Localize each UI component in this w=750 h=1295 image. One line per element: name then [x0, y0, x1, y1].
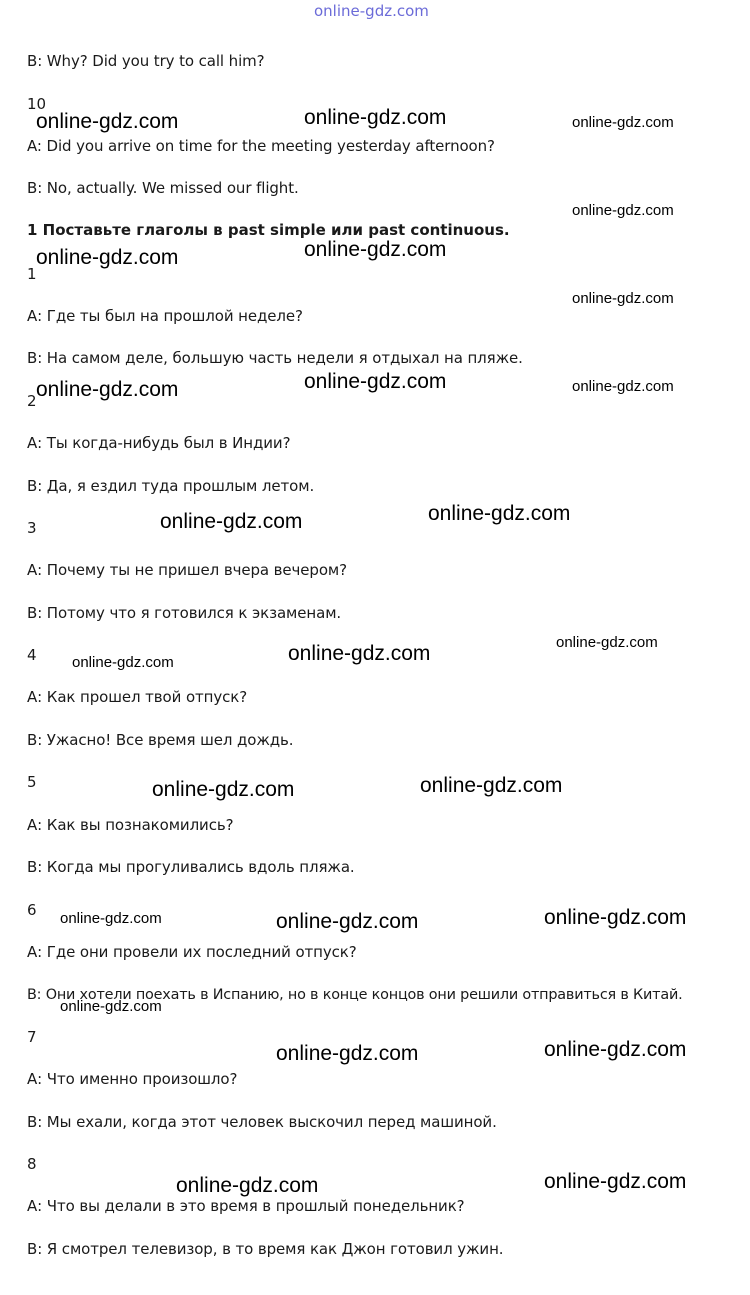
exercise-number: 4	[27, 646, 37, 664]
watermark: online-gdz.com	[572, 378, 674, 395]
exercise-number: 6	[27, 901, 37, 919]
exercise-number: 2	[27, 392, 37, 410]
dialogue-line: B: No, actually. We missed our flight.	[27, 179, 299, 197]
dialogue-line: В: Мы ехали, когда этот человек выскочил перед машиной.	[27, 1113, 497, 1131]
watermark: online-gdz.com	[572, 114, 674, 131]
dialogue-line: А: Ты когда-нибудь был в Индии?	[27, 434, 291, 452]
dialogue-line: В: Потому что я готовился к экзаменам.	[27, 604, 342, 622]
exercise-number: 5	[27, 773, 37, 791]
watermark: online-gdz.com	[304, 238, 447, 261]
watermark: online-gdz.com	[556, 634, 658, 651]
watermark: online-gdz.com	[36, 110, 179, 133]
exercise-number: 8	[27, 1155, 37, 1173]
watermark: online-gdz.com	[160, 510, 303, 533]
dialogue-line: А: Что вы делали в это время в прошлый понедельник?	[27, 1197, 465, 1215]
dialogue-line: A: Did you arrive on time for the meeting yesterday afternoon?	[27, 137, 495, 155]
watermark: online-gdz.com	[36, 246, 179, 269]
dialogue-line: В: Я смотрел телевизор, в то время как Джон готовил ужин.	[27, 1240, 504, 1258]
dialogue-line: А: Что именно произошло?	[27, 1070, 238, 1088]
watermark: online-gdz.com	[428, 502, 571, 525]
watermark: online-gdz.com	[276, 910, 419, 933]
dialogue-line: А: Как прошел твой отпуск?	[27, 688, 248, 706]
dialogue-line: А: Где они провели их последний отпуск?	[27, 943, 357, 961]
dialogue-line: B: Why? Did you try to call him?	[27, 52, 265, 70]
watermark: online-gdz.com	[36, 378, 179, 401]
dialogue-line: А: Как вы познакомились?	[27, 816, 234, 834]
watermark: online-gdz.com	[176, 1174, 319, 1197]
watermark: online-gdz.com	[544, 906, 687, 929]
watermark: online-gdz.com	[276, 1042, 419, 1065]
exercise-number: 3	[27, 519, 37, 537]
exercise-number: 10	[27, 95, 47, 113]
watermark: online-gdz.com	[60, 998, 162, 1015]
dialogue-line: В: Ужасно! Все время шел дождь.	[27, 731, 294, 749]
dialogue-line: В: Когда мы прогуливались вдоль пляжа.	[27, 858, 355, 876]
dialogue-line: В: Да, я ездил туда прошлым летом.	[27, 477, 315, 495]
dialogue-line: А: Почему ты не пришел вчера вечером?	[27, 561, 347, 579]
header-site-link[interactable]: online-gdz.com	[314, 2, 429, 20]
exercise-number: 1	[27, 265, 37, 283]
watermark: online-gdz.com	[72, 654, 174, 671]
dialogue-line: А: Где ты был на прошлой неделе?	[27, 307, 303, 325]
watermark: online-gdz.com	[152, 778, 295, 801]
exercise-number: 7	[27, 1028, 37, 1046]
dialogue-line: В: На самом деле, большую часть недели я отдыхал на пляже.	[27, 349, 523, 367]
watermark: online-gdz.com	[288, 642, 431, 665]
watermark: online-gdz.com	[572, 202, 674, 219]
exercise-heading: 1 Поставьте глаголы в past simple или past continuous.	[27, 221, 510, 239]
watermark: online-gdz.com	[304, 370, 447, 393]
watermark: online-gdz.com	[420, 774, 563, 797]
watermark: online-gdz.com	[544, 1170, 687, 1193]
watermark: online-gdz.com	[60, 910, 162, 927]
watermark: online-gdz.com	[304, 106, 447, 129]
dialogue-line: В: Они хотели поехать в Испанию, но в конце концов они решили отправиться в Китай.	[27, 987, 683, 1003]
watermark: online-gdz.com	[572, 290, 674, 307]
watermark: online-gdz.com	[544, 1038, 687, 1061]
